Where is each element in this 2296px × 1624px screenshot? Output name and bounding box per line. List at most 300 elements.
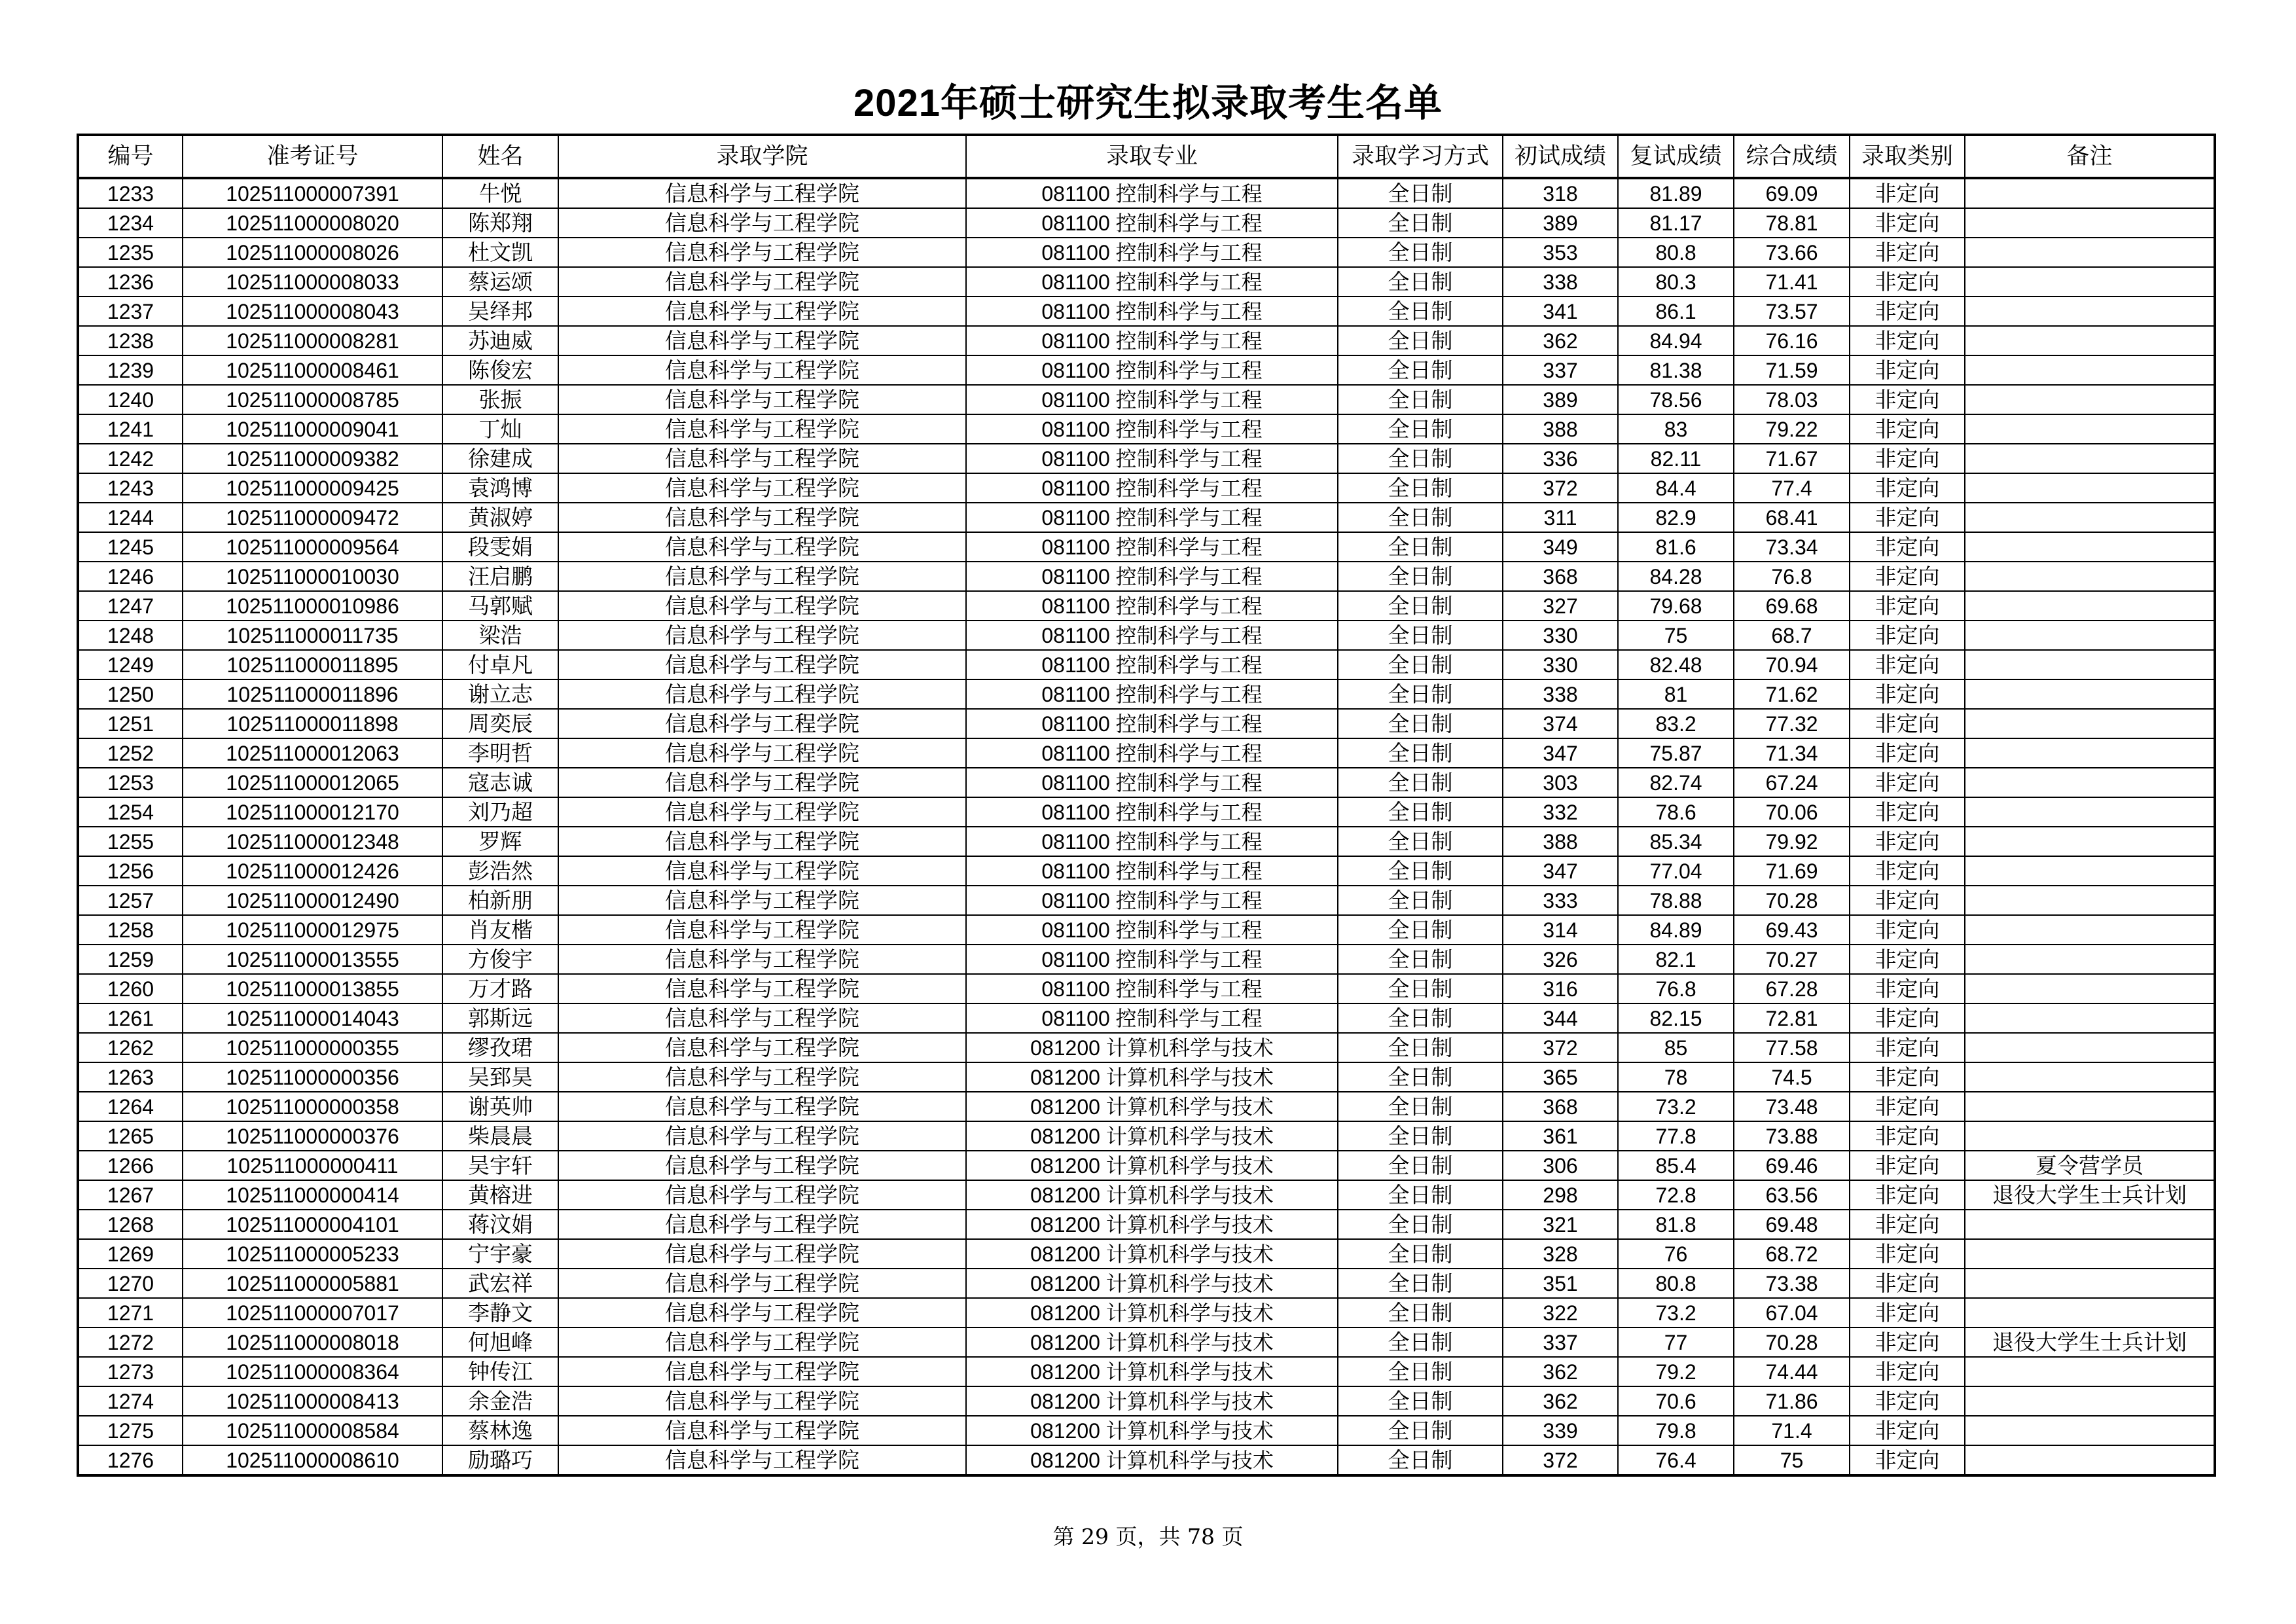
cell-name: 陈俊宏 [442, 355, 558, 385]
cell-major: 081200 计算机科学与技术 [966, 1416, 1338, 1445]
cell-major: 081200 计算机科学与技术 [966, 1357, 1338, 1386]
cell-prelim-score: 338 [1503, 679, 1618, 709]
cell-exam-id: 102511000009564 [183, 532, 442, 562]
cell-name: 牛悦 [442, 178, 558, 208]
cell-major: 081100 控制科学与工程 [966, 444, 1338, 473]
cell-admission-type: 非定向 [1850, 503, 1965, 532]
cell-name: 蔡林逸 [442, 1416, 558, 1445]
column-header-total-score: 综合成绩 [1734, 135, 1850, 178]
cell-prelim-score: 330 [1503, 621, 1618, 650]
cell-college: 信息科学与工程学院 [558, 1269, 966, 1298]
cell-major: 081100 控制科学与工程 [966, 856, 1338, 886]
cell-admission-type: 非定向 [1850, 1298, 1965, 1327]
cell-prelim-score: 338 [1503, 267, 1618, 297]
cell-major: 081100 控制科学与工程 [966, 738, 1338, 768]
cell-major: 081100 控制科学与工程 [966, 650, 1338, 679]
cell-study-mode: 全日制 [1338, 1033, 1503, 1062]
cell-college: 信息科学与工程学院 [558, 238, 966, 267]
cell-admission-type: 非定向 [1850, 1239, 1965, 1269]
cell-study-mode: 全日制 [1338, 297, 1503, 326]
table-row [78, 297, 2215, 326]
table-row [78, 414, 2215, 444]
cell-number: 1235 [78, 238, 183, 267]
cell-remarks [1965, 768, 2215, 797]
cell-admission-type: 非定向 [1850, 414, 1965, 444]
cell-major: 081100 控制科学与工程 [966, 621, 1338, 650]
cell-major: 081100 控制科学与工程 [966, 709, 1338, 738]
cell-total-score: 73.34 [1734, 532, 1850, 562]
cell-study-mode: 全日制 [1338, 1327, 1503, 1357]
table-row [78, 444, 2215, 473]
table-row [78, 473, 2215, 503]
cell-remarks [1965, 974, 2215, 1003]
cell-major: 081100 控制科学与工程 [966, 886, 1338, 915]
cell-retest-score: 82.11 [1618, 444, 1734, 473]
cell-exam-id: 102511000008281 [183, 326, 442, 355]
cell-major: 081200 计算机科学与技术 [966, 1298, 1338, 1327]
cell-total-score: 71.34 [1734, 738, 1850, 768]
cell-exam-id: 102511000000358 [183, 1092, 442, 1121]
cell-college: 信息科学与工程学院 [558, 591, 966, 621]
cell-study-mode: 全日制 [1338, 355, 1503, 385]
cell-study-mode: 全日制 [1338, 1445, 1503, 1475]
table-row [78, 974, 2215, 1003]
cell-retest-score: 80.8 [1618, 1269, 1734, 1298]
cell-number: 1255 [78, 827, 183, 856]
cell-major: 081200 计算机科学与技术 [966, 1033, 1338, 1062]
table-row [78, 886, 2215, 915]
cell-name: 宁宇豪 [442, 1239, 558, 1269]
column-header-name: 姓名 [442, 135, 558, 178]
cell-name: 马郭赋 [442, 591, 558, 621]
cell-admission-type: 非定向 [1850, 797, 1965, 827]
admission-table-container [77, 134, 2214, 1477]
cell-name: 余金浩 [442, 1386, 558, 1416]
cell-remarks [1965, 591, 2215, 621]
cell-retest-score: 78.56 [1618, 385, 1734, 414]
cell-study-mode: 全日制 [1338, 650, 1503, 679]
cell-remarks [1965, 297, 2215, 326]
column-header-college: 录取学院 [558, 135, 966, 178]
cell-college: 信息科学与工程学院 [558, 650, 966, 679]
cell-major: 081100 控制科学与工程 [966, 827, 1338, 856]
cell-admission-type: 非定向 [1850, 945, 1965, 974]
cell-total-score: 70.27 [1734, 945, 1850, 974]
cell-remarks [1965, 1062, 2215, 1092]
table-row [78, 1386, 2215, 1416]
cell-remarks [1965, 267, 2215, 297]
cell-name: 汪启鹏 [442, 562, 558, 591]
cell-study-mode: 全日制 [1338, 945, 1503, 974]
cell-exam-id: 102511000011895 [183, 650, 442, 679]
cell-number: 1259 [78, 945, 183, 974]
cell-total-score: 73.88 [1734, 1121, 1850, 1151]
cell-exam-id: 102511000012975 [183, 915, 442, 945]
cell-retest-score: 82.1 [1618, 945, 1734, 974]
table-row [78, 1210, 2215, 1239]
cell-major: 081200 计算机科学与技术 [966, 1062, 1338, 1092]
cell-college: 信息科学与工程学院 [558, 1327, 966, 1357]
column-header-exam-id: 准考证号 [183, 135, 442, 178]
cell-major: 081100 控制科学与工程 [966, 974, 1338, 1003]
table-row [78, 267, 2215, 297]
cell-total-score: 71.69 [1734, 856, 1850, 886]
cell-number: 1244 [78, 503, 183, 532]
cell-prelim-score: 326 [1503, 945, 1618, 974]
cell-college: 信息科学与工程学院 [558, 856, 966, 886]
cell-major: 081100 控制科学与工程 [966, 326, 1338, 355]
cell-major: 081100 控制科学与工程 [966, 385, 1338, 414]
cell-number: 1252 [78, 738, 183, 768]
cell-total-score: 70.28 [1734, 886, 1850, 915]
cell-prelim-score: 368 [1503, 562, 1618, 591]
cell-study-mode: 全日制 [1338, 1416, 1503, 1445]
cell-admission-type: 非定向 [1850, 1062, 1965, 1092]
cell-prelim-score: 336 [1503, 444, 1618, 473]
cell-retest-score: 75 [1618, 621, 1734, 650]
cell-exam-id: 102511000014043 [183, 1003, 442, 1033]
cell-exam-id: 102511000000376 [183, 1121, 442, 1151]
cell-admission-type: 非定向 [1850, 1269, 1965, 1298]
cell-remarks [1965, 1416, 2215, 1445]
cell-prelim-score: 372 [1503, 1445, 1618, 1475]
table-row [78, 1121, 2215, 1151]
cell-study-mode: 全日制 [1338, 444, 1503, 473]
cell-number: 1249 [78, 650, 183, 679]
cell-prelim-score: 362 [1503, 1386, 1618, 1416]
cell-remarks [1965, 1357, 2215, 1386]
cell-exam-id: 102511000008018 [183, 1327, 442, 1357]
cell-college: 信息科学与工程学院 [558, 1003, 966, 1033]
cell-college: 信息科学与工程学院 [558, 679, 966, 709]
cell-college: 信息科学与工程学院 [558, 886, 966, 915]
cell-number: 1237 [78, 297, 183, 326]
cell-retest-score: 83.2 [1618, 709, 1734, 738]
cell-remarks [1965, 827, 2215, 856]
cell-retest-score: 76.4 [1618, 1445, 1734, 1475]
cell-exam-id: 102511000009041 [183, 414, 442, 444]
cell-total-score: 71.59 [1734, 355, 1850, 385]
cell-prelim-score: 333 [1503, 886, 1618, 915]
cell-major: 081200 计算机科学与技术 [966, 1239, 1338, 1269]
cell-name: 肖友楷 [442, 915, 558, 945]
cell-study-mode: 全日制 [1338, 1180, 1503, 1210]
cell-college: 信息科学与工程学院 [558, 473, 966, 503]
page-title: 2021年硕士研究生拟录取考生名单 [853, 82, 1443, 124]
cell-total-score: 74.5 [1734, 1062, 1850, 1092]
cell-total-score: 71.67 [1734, 444, 1850, 473]
cell-study-mode: 全日制 [1338, 679, 1503, 709]
cell-number: 1275 [78, 1416, 183, 1445]
cell-retest-score: 73.2 [1618, 1298, 1734, 1327]
cell-exam-id: 102511000012426 [183, 856, 442, 886]
cell-college: 信息科学与工程学院 [558, 1210, 966, 1239]
cell-admission-type: 非定向 [1850, 1357, 1965, 1386]
table-row [78, 385, 2215, 414]
cell-exam-id: 102511000011735 [183, 621, 442, 650]
cell-name: 励璐巧 [442, 1445, 558, 1475]
table-row [78, 1239, 2215, 1269]
cell-admission-type: 非定向 [1850, 178, 1965, 208]
cell-name: 方俊宇 [442, 945, 558, 974]
cell-admission-type: 非定向 [1850, 326, 1965, 355]
cell-retest-score: 84.94 [1618, 326, 1734, 355]
cell-prelim-score: 368 [1503, 1092, 1618, 1121]
cell-name: 谢立志 [442, 679, 558, 709]
cell-study-mode: 全日制 [1338, 208, 1503, 238]
cell-retest-score: 81.89 [1618, 178, 1734, 208]
cell-college: 信息科学与工程学院 [558, 1298, 966, 1327]
cell-number: 1262 [78, 1033, 183, 1062]
cell-retest-score: 84.89 [1618, 915, 1734, 945]
cell-exam-id: 102511000009472 [183, 503, 442, 532]
cell-prelim-score: 388 [1503, 414, 1618, 444]
cell-retest-score: 70.6 [1618, 1386, 1734, 1416]
cell-major: 081100 控制科学与工程 [966, 562, 1338, 591]
cell-study-mode: 全日制 [1338, 562, 1503, 591]
cell-college: 信息科学与工程学院 [558, 1092, 966, 1121]
table-row [78, 945, 2215, 974]
cell-retest-score: 78.88 [1618, 886, 1734, 915]
cell-major: 081100 控制科学与工程 [966, 503, 1338, 532]
cell-exam-id: 102511000010986 [183, 591, 442, 621]
cell-exam-id: 102511000008584 [183, 1416, 442, 1445]
cell-retest-score: 82.74 [1618, 768, 1734, 797]
cell-prelim-score: 332 [1503, 797, 1618, 827]
table-row [78, 1062, 2215, 1092]
cell-remarks [1965, 1386, 2215, 1416]
cell-exam-id: 102511000013855 [183, 974, 442, 1003]
cell-retest-score: 79.68 [1618, 591, 1734, 621]
cell-number: 1265 [78, 1121, 183, 1151]
cell-total-score: 69.68 [1734, 591, 1850, 621]
cell-prelim-score: 347 [1503, 738, 1618, 768]
cell-total-score: 71.4 [1734, 1416, 1850, 1445]
cell-college: 信息科学与工程学院 [558, 532, 966, 562]
cell-college: 信息科学与工程学院 [558, 797, 966, 827]
cell-retest-score: 72.8 [1618, 1180, 1734, 1210]
cell-exam-id: 102511000008461 [183, 355, 442, 385]
table-header [78, 135, 2215, 178]
cell-admission-type: 非定向 [1850, 473, 1965, 503]
table-row [78, 1357, 2215, 1386]
cell-college: 信息科学与工程学院 [558, 297, 966, 326]
cell-retest-score: 78 [1618, 1062, 1734, 1092]
cell-retest-score: 77 [1618, 1327, 1734, 1357]
cell-prelim-score: 311 [1503, 503, 1618, 532]
cell-total-score: 74.44 [1734, 1357, 1850, 1386]
cell-name: 李静文 [442, 1298, 558, 1327]
cell-college: 信息科学与工程学院 [558, 974, 966, 1003]
cell-number: 1268 [78, 1210, 183, 1239]
cell-study-mode: 全日制 [1338, 1298, 1503, 1327]
cell-prelim-score: 318 [1503, 178, 1618, 208]
cell-remarks [1965, 797, 2215, 827]
cell-name: 吴绎邦 [442, 297, 558, 326]
cell-college: 信息科学与工程学院 [558, 768, 966, 797]
cell-major: 081100 控制科学与工程 [966, 768, 1338, 797]
cell-total-score: 68.72 [1734, 1239, 1850, 1269]
cell-remarks [1965, 1269, 2215, 1298]
cell-major: 081100 控制科学与工程 [966, 679, 1338, 709]
cell-exam-id: 102511000011896 [183, 679, 442, 709]
cell-study-mode: 全日制 [1338, 738, 1503, 768]
cell-college: 信息科学与工程学院 [558, 355, 966, 385]
cell-remarks [1965, 856, 2215, 886]
cell-total-score: 77.32 [1734, 709, 1850, 738]
cell-study-mode: 全日制 [1338, 974, 1503, 1003]
cell-remarks: 夏令营学员 [1965, 1151, 2215, 1180]
cell-name: 黄淑婷 [442, 503, 558, 532]
cell-remarks [1965, 238, 2215, 267]
cell-admission-type: 非定向 [1850, 1092, 1965, 1121]
cell-total-score: 78.03 [1734, 385, 1850, 414]
table-row [78, 1327, 2215, 1357]
cell-number: 1250 [78, 679, 183, 709]
cell-name: 蒋汶娟 [442, 1210, 558, 1239]
cell-retest-score: 86.1 [1618, 297, 1734, 326]
column-header-prelim-score: 初试成绩 [1503, 135, 1618, 178]
cell-remarks [1965, 444, 2215, 473]
cell-name: 何旭峰 [442, 1327, 558, 1357]
cell-name: 柏新朋 [442, 886, 558, 915]
cell-remarks [1965, 621, 2215, 650]
cell-college: 信息科学与工程学院 [558, 827, 966, 856]
cell-name: 彭浩然 [442, 856, 558, 886]
table-row [78, 503, 2215, 532]
cell-remarks [1965, 326, 2215, 355]
cell-name: 谢英帅 [442, 1092, 558, 1121]
cell-total-score: 69.43 [1734, 915, 1850, 945]
cell-major: 081200 计算机科学与技术 [966, 1269, 1338, 1298]
table-row [78, 355, 2215, 385]
cell-prelim-score: 337 [1503, 1327, 1618, 1357]
cell-exam-id: 102511000000411 [183, 1151, 442, 1180]
cell-exam-id: 102511000007017 [183, 1298, 442, 1327]
table-row [78, 1003, 2215, 1033]
cell-number: 1245 [78, 532, 183, 562]
header-row [78, 135, 2215, 178]
cell-name: 张振 [442, 385, 558, 414]
cell-retest-score: 81.38 [1618, 355, 1734, 385]
cell-number: 1272 [78, 1327, 183, 1357]
cell-admission-type: 非定向 [1850, 1003, 1965, 1033]
cell-exam-id: 102511000009425 [183, 473, 442, 503]
cell-exam-id: 102511000008043 [183, 297, 442, 326]
cell-exam-id: 102511000008033 [183, 267, 442, 297]
cell-total-score: 69.48 [1734, 1210, 1850, 1239]
column-header-study-mode: 录取学习方式 [1338, 135, 1503, 178]
cell-retest-score: 81.17 [1618, 208, 1734, 238]
cell-remarks [1965, 1092, 2215, 1121]
table-row [78, 1033, 2215, 1062]
cell-number: 1246 [78, 562, 183, 591]
cell-exam-id: 102511000009382 [183, 444, 442, 473]
cell-number: 1276 [78, 1445, 183, 1475]
cell-prelim-score: 362 [1503, 1357, 1618, 1386]
cell-name: 寇志诚 [442, 768, 558, 797]
cell-name: 陈郑翔 [442, 208, 558, 238]
cell-study-mode: 全日制 [1338, 591, 1503, 621]
table-row [78, 1298, 2215, 1327]
table-row [78, 562, 2215, 591]
cell-retest-score: 79.8 [1618, 1416, 1734, 1445]
cell-remarks: 退役大学生士兵计划 [1965, 1180, 2215, 1210]
cell-retest-score: 84.4 [1618, 473, 1734, 503]
cell-number: 1239 [78, 355, 183, 385]
cell-number: 1236 [78, 267, 183, 297]
cell-college: 信息科学与工程学院 [558, 1445, 966, 1475]
cell-remarks [1965, 208, 2215, 238]
cell-number: 1261 [78, 1003, 183, 1033]
cell-study-mode: 全日制 [1338, 1239, 1503, 1269]
column-header-number: 编号 [78, 135, 183, 178]
cell-major: 081200 计算机科学与技术 [966, 1180, 1338, 1210]
cell-major: 081100 控制科学与工程 [966, 178, 1338, 208]
cell-retest-score: 85 [1618, 1033, 1734, 1062]
cell-admission-type: 非定向 [1850, 355, 1965, 385]
cell-prelim-score: 341 [1503, 297, 1618, 326]
cell-exam-id: 102511000008026 [183, 238, 442, 267]
cell-name: 徐建成 [442, 444, 558, 473]
cell-study-mode: 全日制 [1338, 267, 1503, 297]
cell-exam-id: 102511000004101 [183, 1210, 442, 1239]
cell-study-mode: 全日制 [1338, 886, 1503, 915]
cell-prelim-score: 349 [1503, 532, 1618, 562]
cell-number: 1269 [78, 1239, 183, 1269]
cell-study-mode: 全日制 [1338, 1151, 1503, 1180]
cell-college: 信息科学与工程学院 [558, 738, 966, 768]
cell-retest-score: 81.8 [1618, 1210, 1734, 1239]
cell-retest-score: 81.6 [1618, 532, 1734, 562]
cell-remarks [1965, 945, 2215, 974]
cell-retest-score: 82.48 [1618, 650, 1734, 679]
page-number: 第 29 页，共 78 页 [1052, 1524, 1244, 1549]
cell-exam-id: 102511000005233 [183, 1239, 442, 1269]
cell-number: 1258 [78, 915, 183, 945]
cell-admission-type: 非定向 [1850, 267, 1965, 297]
cell-number: 1233 [78, 178, 183, 208]
cell-remarks [1965, 503, 2215, 532]
cell-total-score: 69.46 [1734, 1151, 1850, 1180]
cell-total-score: 75 [1734, 1445, 1850, 1475]
cell-study-mode: 全日制 [1338, 238, 1503, 267]
cell-total-score: 70.94 [1734, 650, 1850, 679]
cell-remarks [1965, 1298, 2215, 1327]
cell-study-mode: 全日制 [1338, 1269, 1503, 1298]
cell-admission-type: 非定向 [1850, 1327, 1965, 1357]
admission-table [77, 134, 2216, 1477]
cell-name: 缪孜珺 [442, 1033, 558, 1062]
cell-name: 梁浩 [442, 621, 558, 650]
cell-number: 1256 [78, 856, 183, 886]
cell-exam-id: 102511000012063 [183, 738, 442, 768]
cell-remarks [1965, 1003, 2215, 1033]
cell-remarks [1965, 1121, 2215, 1151]
cell-study-mode: 全日制 [1338, 178, 1503, 208]
cell-prelim-score: 322 [1503, 1298, 1618, 1327]
cell-admission-type: 非定向 [1850, 444, 1965, 473]
table-row [78, 621, 2215, 650]
cell-number: 1247 [78, 591, 183, 621]
cell-remarks [1965, 679, 2215, 709]
cell-study-mode: 全日制 [1338, 1386, 1503, 1416]
cell-name: 武宏祥 [442, 1269, 558, 1298]
cell-admission-type: 非定向 [1850, 591, 1965, 621]
cell-number: 1273 [78, 1357, 183, 1386]
cell-total-score: 70.28 [1734, 1327, 1850, 1357]
cell-exam-id: 102511000012065 [183, 768, 442, 797]
